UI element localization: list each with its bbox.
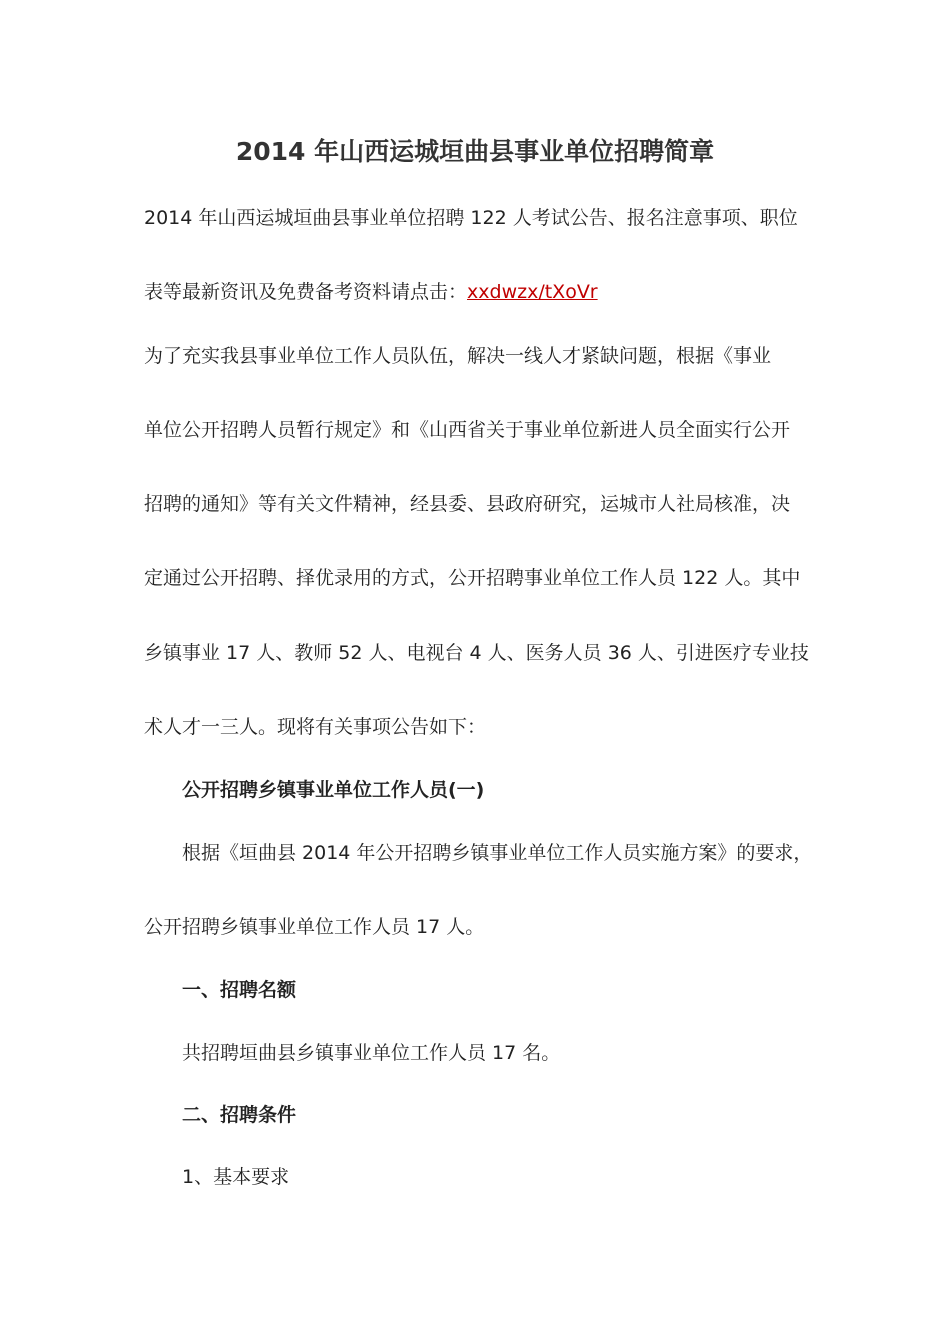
document-title: 2014 年山西运城垣曲县事业单位招聘简章 <box>235 137 715 166</box>
register-link[interactable]: xxdwzx/tXoVr <box>467 281 598 303</box>
heading-recruit-conditions: 二、招聘条件 <box>182 1104 297 1126</box>
paragraph-1-line-6: 术人才一三人。现将有关事项公告如下： <box>144 716 487 738</box>
intro-line-2 <box>144 279 598 305</box>
paragraph-1-line-2: 单位公开招聘人员暂行规定》和《山西省关于事业单位新进人员全面实行公开 <box>144 419 791 441</box>
paragraph-2-line-1: 根据《垣曲县 2014 年公开招聘乡镇事业单位工作人员实施方案》的要求， <box>182 842 813 864</box>
paragraph-2-line-2: 公开招聘乡镇事业单位工作人员 17 人。 <box>144 916 485 938</box>
item-basic-requirements: 1、基本要求 <box>182 1166 290 1188</box>
paragraph-1-line-3: 招聘的通知》等有关文件精神，经县委、县政府研究，运城市人社局核准，决 <box>144 493 791 515</box>
recruit-quota-text: 共招聘垣曲县乡镇事业单位工作人员 17 名。 <box>182 1042 561 1064</box>
heading-recruit-quota: 一、招聘名额 <box>182 979 297 1001</box>
paragraph-1-line-5: 乡镇事业 17 人、教师 52 人、电视台 4 人、医务人员 36 人、引进医疗专业技 <box>144 642 809 664</box>
paragraph-1-line-1: 为了充实我县事业单位工作人员队伍，解决一线人才紧缺问题，根据《事业 <box>144 345 772 367</box>
intro-line-1: 2014 年山西运城垣曲县事业单位招聘 122 人考试公告、报名注意事项、职位 <box>144 207 798 229</box>
intro-line-2-text: 表等最新资讯及免费备考资料请点击： <box>144 281 468 303</box>
paragraph-1-line-4: 定通过公开招聘、择优录用的方式，公开招聘事业单位工作人员 122 人。其中 <box>144 567 801 589</box>
section-heading: 公开招聘乡镇事业单位工作人员(一) <box>182 779 485 801</box>
